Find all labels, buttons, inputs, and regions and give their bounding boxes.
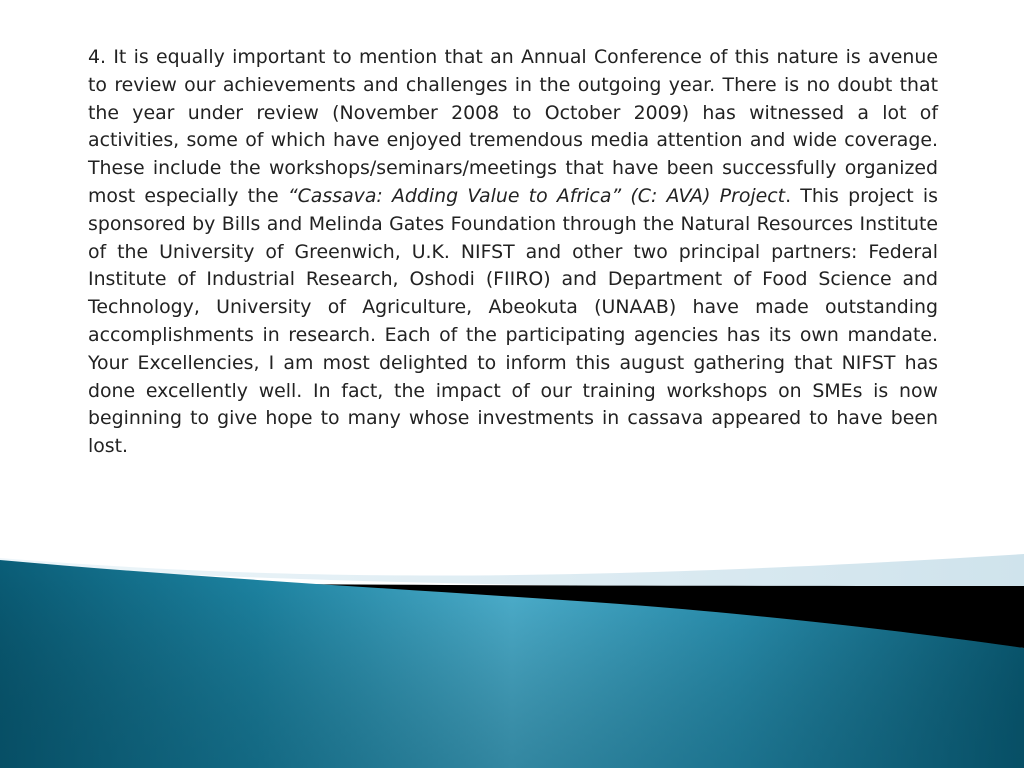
paragraph-text-start: 4. It is equally important to mention that an Annual Conference of this nature is avenue to review our achievements and challenges in the outgoing year. There is no doubt that the year under review (November 2008 to October 2009) has witnessed a lot of activities, some of which have enjoyed tremendous media attention and wide coverage. These include the workshops/seminars/meetings that have been successfully organized most especially the xyxy=(88,46,938,207)
body-paragraph xyxy=(88,44,938,461)
paragraph-text-end: . This project is sponsored by Bills and Melinda Gates Foundation through the Natural Resources Institute of the University of Greenwich, U.K. NIFST and other two principal partners: Federal Institute of Industrial Research, Oshodi (FIIRO) and Department of Food Science and Technology, University of Agriculture, Abeokuta (UNAAB) have made outstanding accomplishments in research. Each of the participating agencies has its own mandate. Your Excellencies, I am most delighted to inform this august gathering that NIFST has done excellently well. In fact, the impact of our training workshops on SMEs is now beginning to give hope to many whose investments in cassava appeared to have been lost. xyxy=(88,184,938,458)
project-title: “Cassava: Adding Value to Africa” (C: AVA) Project xyxy=(287,184,786,207)
decorative-wave-footer xyxy=(0,548,1024,768)
